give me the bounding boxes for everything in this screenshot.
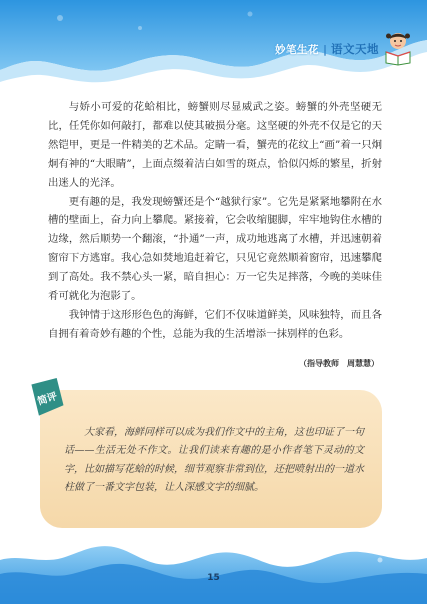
section-header: [275, 40, 379, 58]
article-paragraph: 更有趣的是，我发现螃蟹还是个“越狱行家”。它先是紧紧地攀附在水槽的壁面上，奋力向上攀爬。紧接着，它会收缩腿脚，牢牢地钩住水槽的边缘，然后顺势一个翻滚，“扑通”一声，成功地逃离了水槽，并迅速朝着窗帘下方逃窜。我心急如焚地追赶着它，只见它竟然顺着窗帘，迅速攀爬到了高处。我不禁心头一紧，暗自担心：万一它失足摔落，今晚的美味佳肴可就化为泡影了。: [48, 195, 382, 303]
comment-tag-badge: [30, 378, 64, 418]
comment-tag-label: 简评: [36, 391, 59, 408]
comment-paragraph: 大家看，海鲜同样可以成为我们作文中的主角，这也印证了一句话——生活无处不作文。让我们读来有趣的是小作者笔下灵动的文字，比如描写花蛤的时候，细节观察非常到位，还把喷射出的一道水柱做了一番文字包装，让人深感文字的细腻。: [64, 427, 364, 493]
footer-wave-graphic: [0, 534, 427, 604]
article-paragraph: 我钟情于这形形色色的海鲜，它们不仅味道鲜美，风味独特，而且各自拥有着奇妙有趣的个性，总能为我的生活增添一抹别样的色彩。: [48, 308, 382, 340]
teacher-credit: （指导教师 周慧慧）: [299, 359, 379, 368]
article-body: [48, 98, 382, 344]
section-separator: |: [322, 42, 327, 56]
section-label-right: 语文天地: [331, 42, 379, 56]
comment-text: [64, 424, 364, 497]
section-label-left: 妙笔生花: [274, 43, 319, 56]
article-paragraph: 与娇小可爱的花蛤相比，螃蟹则尽显威武之姿。螃蟹的外壳坚硬无比，任凭你如何敲打，都难以使其破损分毫。这坚硬的外壳不仅是它的天然铠甲，更是一件精美的艺术品。定睛一看，蟹壳的花纹上“画”着一只炯炯有神的“大眼睛”，上面点缀着洁白如雪的斑点，恰似闪烁的繁星，折射出迷人的光泽。: [48, 101, 382, 189]
reading-child-icon: [379, 28, 417, 66]
page-number: 15: [207, 573, 220, 583]
footer-wave-band: [0, 534, 427, 604]
